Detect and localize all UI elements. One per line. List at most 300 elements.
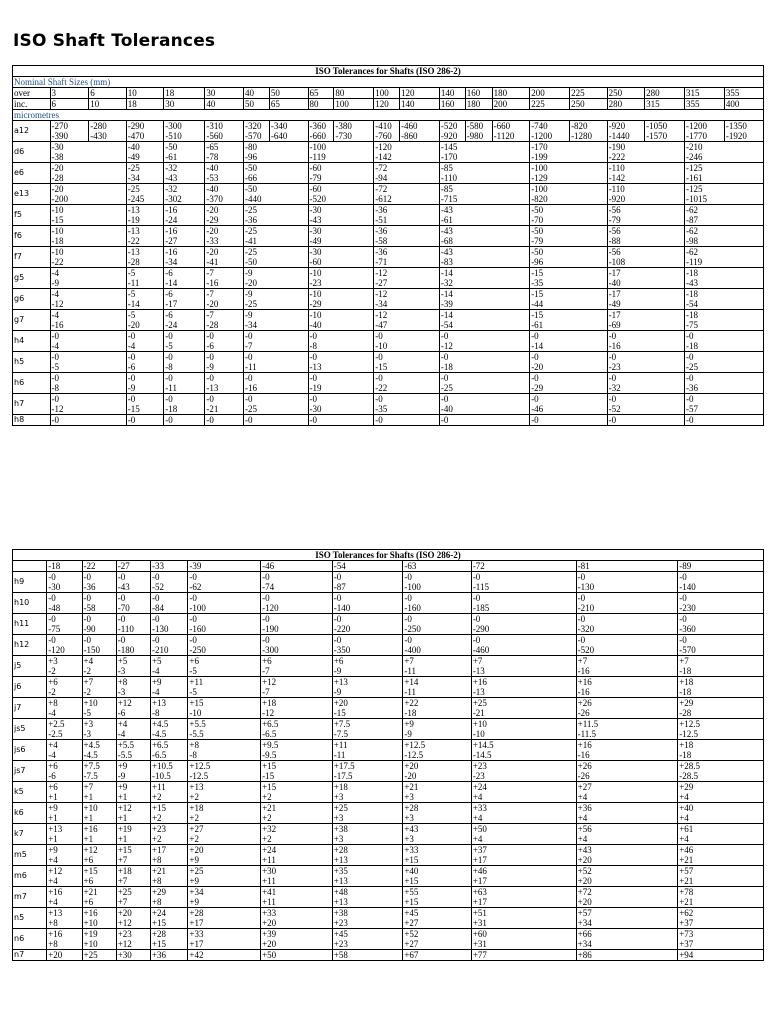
upper-deviation: -0 bbox=[531, 394, 539, 404]
upper-deviation: +3 bbox=[48, 656, 58, 666]
upper-deviation: +16 bbox=[48, 929, 63, 939]
lower-deviation: -4 bbox=[127, 341, 136, 351]
tolerance-cell bbox=[685, 142, 764, 163]
upper-deviation: +52 bbox=[577, 866, 592, 876]
tolerance-cell bbox=[261, 845, 333, 866]
lower-deviation: -54 bbox=[686, 299, 698, 309]
upper-deviation: +16 bbox=[83, 824, 98, 834]
upper-deviation: -0 bbox=[262, 635, 270, 645]
tolerance-cell bbox=[439, 226, 529, 247]
upper-deviation: -10 bbox=[309, 268, 322, 278]
upper-deviation: -14 bbox=[440, 289, 453, 299]
upper-deviation: +6.5 bbox=[262, 719, 279, 729]
tolerance-cell bbox=[471, 866, 576, 887]
tolerance-cell bbox=[607, 415, 684, 426]
tolerance-cell bbox=[530, 331, 607, 352]
tolerance-cell bbox=[82, 677, 116, 698]
upper-deviation: +42 bbox=[189, 950, 204, 960]
tolerance-cell bbox=[50, 373, 126, 394]
tolerance-cell bbox=[47, 950, 82, 961]
lower-deviation: -510 bbox=[165, 131, 182, 141]
upper-deviation: +62 bbox=[679, 908, 694, 918]
upper-deviation: -0 bbox=[679, 572, 687, 582]
upper-deviation: -0 bbox=[151, 614, 160, 624]
tolerance-cell bbox=[244, 310, 309, 331]
upper-deviation: -5 bbox=[127, 310, 136, 320]
lower-deviation: -5.5 bbox=[117, 750, 132, 760]
tolerance-cell bbox=[47, 866, 82, 887]
upper-deviation: +29 bbox=[151, 887, 167, 897]
inc-size-cell: 400 bbox=[724, 99, 763, 110]
grade-cell: a12 bbox=[13, 121, 51, 142]
upper-deviation: -0 bbox=[686, 415, 694, 425]
lower-deviation: -10.5 bbox=[151, 771, 171, 781]
lower-deviation: -66 bbox=[245, 173, 258, 183]
upper-deviation: +15 bbox=[262, 761, 277, 771]
upper-deviation: +63 bbox=[472, 887, 487, 897]
table-row bbox=[13, 289, 764, 310]
lower-deviation: -7 bbox=[262, 687, 270, 697]
lower-deviation: -52 bbox=[608, 404, 621, 414]
over-size-cell: 65 bbox=[308, 88, 334, 99]
tolerance-cell bbox=[607, 163, 684, 184]
tolerance-cell bbox=[150, 929, 187, 950]
table-row bbox=[13, 908, 764, 929]
tolerance-cell: -18 bbox=[47, 561, 82, 572]
tolerance-cell bbox=[607, 289, 684, 310]
upper-deviation: +11.5 bbox=[577, 719, 599, 729]
tolerance-cell bbox=[374, 415, 440, 426]
lower-deviation: +31 bbox=[472, 918, 487, 928]
tolerance-cell bbox=[47, 593, 82, 614]
lower-deviation: -7.5 bbox=[333, 729, 349, 739]
upper-deviation: -60 bbox=[309, 184, 322, 194]
tolerance-cell bbox=[150, 782, 187, 803]
upper-deviation: +12 bbox=[117, 803, 132, 813]
lower-deviation: +20 bbox=[577, 897, 592, 907]
tolerance-cell bbox=[188, 824, 261, 845]
grade-cell: f6 bbox=[13, 226, 51, 247]
upper-deviation: -0 bbox=[165, 373, 173, 383]
tolerance-cell bbox=[261, 929, 333, 950]
upper-deviation: -5 bbox=[127, 289, 136, 299]
lower-deviation: -220 bbox=[333, 624, 351, 634]
lower-deviation: +4 bbox=[679, 813, 689, 823]
upper-deviation: +12.5 bbox=[404, 740, 426, 750]
grade-cell: h12 bbox=[13, 635, 47, 656]
table-row bbox=[13, 352, 764, 373]
tolerance-cell bbox=[332, 845, 403, 866]
upper-deviation: -0 bbox=[531, 373, 539, 383]
inc-size-cell: 18 bbox=[126, 99, 164, 110]
upper-deviation: +21 bbox=[83, 887, 98, 897]
lower-deviation: -1280 bbox=[571, 131, 593, 141]
upper-deviation: -0 bbox=[686, 352, 694, 362]
upper-deviation: -360 bbox=[309, 121, 327, 131]
tolerance-cell bbox=[685, 184, 764, 205]
upper-deviation: -1200 bbox=[686, 121, 707, 131]
lower-deviation: -19 bbox=[309, 383, 322, 393]
upper-deviation: +36 bbox=[151, 950, 167, 960]
tolerance-cell bbox=[205, 352, 244, 373]
grade-cell: f7 bbox=[13, 247, 51, 268]
lower-deviation: -30 bbox=[48, 582, 61, 592]
lower-deviation: -730 bbox=[335, 131, 352, 141]
lower-deviation: +23 bbox=[333, 918, 348, 928]
tolerance-cell bbox=[308, 184, 374, 205]
over-size-cell: 10 bbox=[126, 88, 164, 99]
tolerance-cell bbox=[403, 635, 471, 656]
upper-deviation: +5 bbox=[117, 656, 128, 666]
upper-deviation: +10 bbox=[472, 719, 487, 729]
upper-deviation: +40 bbox=[404, 866, 419, 876]
tolerance-cell bbox=[126, 268, 164, 289]
upper-deviation: +10 bbox=[83, 803, 98, 813]
lower-deviation: -50 bbox=[245, 257, 258, 267]
lower-deviation: -29 bbox=[309, 299, 322, 309]
tolerance-cell bbox=[685, 163, 764, 184]
lower-deviation: -20 bbox=[245, 278, 258, 288]
tolerance-cell bbox=[150, 614, 187, 635]
grade-cell: n5 bbox=[13, 908, 47, 929]
over-size-cell: 30 bbox=[205, 88, 244, 99]
upper-deviation: +60 bbox=[472, 929, 487, 939]
tolerance-cell bbox=[492, 121, 530, 142]
tolerance-cell bbox=[685, 205, 764, 226]
upper-deviation: -0 bbox=[48, 614, 56, 624]
lower-deviation: -52 bbox=[151, 582, 164, 592]
tolerance-cell: -22 bbox=[82, 561, 116, 572]
tolerance-cell bbox=[471, 929, 576, 950]
upper-deviation: +55 bbox=[404, 887, 419, 897]
tolerance-cell bbox=[47, 761, 82, 782]
over-size-cell: 100 bbox=[374, 88, 400, 99]
upper-deviation: +45 bbox=[404, 908, 419, 918]
table-row bbox=[13, 268, 764, 289]
over-size-cell: 3 bbox=[50, 88, 89, 99]
lower-deviation: +9 bbox=[189, 855, 199, 865]
tolerance-cell bbox=[334, 121, 374, 142]
upper-deviation: +15 bbox=[151, 803, 167, 813]
lower-deviation: -10 bbox=[375, 341, 388, 351]
lower-deviation: +6 bbox=[83, 855, 94, 865]
tolerance-cell bbox=[576, 803, 678, 824]
tolerance-cell bbox=[188, 572, 261, 593]
table-caption: ISO Tolerances for Shafts (ISO 286-2) bbox=[13, 550, 764, 561]
lower-deviation: -98 bbox=[686, 236, 698, 246]
upper-deviation: -0 bbox=[262, 572, 270, 582]
upper-deviation: -0 bbox=[440, 415, 449, 425]
tolerance-cell bbox=[308, 373, 374, 394]
grade-cell: h11 bbox=[13, 614, 47, 635]
lower-deviation: -51 bbox=[375, 215, 388, 225]
tolerance-cell bbox=[126, 205, 164, 226]
lower-deviation: -9 bbox=[404, 729, 412, 739]
tolerance-cell bbox=[576, 740, 678, 761]
upper-deviation: -0 bbox=[48, 593, 56, 603]
lower-deviation: +13 bbox=[333, 897, 348, 907]
table-row bbox=[13, 614, 764, 635]
tolerance-cell bbox=[332, 866, 403, 887]
tolerance-cell bbox=[244, 247, 309, 268]
grade-cell: f5 bbox=[13, 205, 51, 226]
lower-deviation: -920 bbox=[608, 194, 626, 204]
upper-deviation: +12 bbox=[262, 677, 277, 687]
lower-deviation: +23 bbox=[333, 939, 348, 949]
tolerance-cell bbox=[82, 908, 116, 929]
tolerance-cell bbox=[244, 331, 309, 352]
tolerance-cell bbox=[576, 572, 678, 593]
tolerance-cell bbox=[332, 719, 403, 740]
upper-deviation: -0 bbox=[51, 352, 60, 362]
upper-deviation: +24 bbox=[472, 782, 487, 792]
upper-deviation: -32 bbox=[165, 184, 178, 194]
tolerance-cell bbox=[188, 950, 261, 961]
upper-deviation: -15 bbox=[531, 289, 544, 299]
tolerance-cell bbox=[116, 593, 150, 614]
over-size-cell: 50 bbox=[269, 88, 308, 99]
lower-deviation: -43 bbox=[686, 278, 698, 288]
tolerance-cell bbox=[471, 782, 576, 803]
lower-deviation: +7 bbox=[117, 897, 128, 907]
lower-deviation: -370 bbox=[206, 194, 223, 204]
upper-deviation: -0 bbox=[206, 352, 214, 362]
upper-deviation: +15 bbox=[117, 845, 132, 855]
upper-deviation: +22 bbox=[404, 698, 419, 708]
tolerance-cell bbox=[50, 163, 126, 184]
upper-deviation: -7 bbox=[206, 289, 214, 299]
upper-deviation: +61 bbox=[679, 824, 694, 834]
lower-deviation: -35 bbox=[531, 278, 544, 288]
tolerance-cell bbox=[164, 289, 205, 310]
upper-deviation: +20 bbox=[117, 908, 132, 918]
tolerance-cell bbox=[82, 656, 116, 677]
upper-deviation: -0 bbox=[51, 331, 60, 341]
lower-deviation: -160 bbox=[189, 624, 206, 634]
lower-deviation: +12 bbox=[117, 939, 132, 949]
lower-deviation: -230 bbox=[679, 603, 696, 613]
upper-deviation: +25 bbox=[83, 950, 98, 960]
upper-deviation: -0 bbox=[127, 331, 136, 341]
upper-deviation: +50 bbox=[262, 950, 277, 960]
lower-deviation: -90 bbox=[83, 624, 96, 634]
lower-deviation: -160 bbox=[404, 603, 421, 613]
table-row bbox=[13, 635, 764, 656]
tolerance-cell bbox=[332, 803, 403, 824]
tolerance-cell bbox=[374, 268, 440, 289]
tolerance-cell bbox=[374, 121, 400, 142]
upper-deviation: +43 bbox=[577, 845, 592, 855]
table-row bbox=[13, 142, 764, 163]
lower-deviation: -570 bbox=[679, 645, 696, 655]
tolerance-cell bbox=[116, 824, 150, 845]
lower-deviation: -2 bbox=[48, 666, 56, 676]
upper-deviation: -0 bbox=[404, 593, 412, 603]
table-row bbox=[13, 782, 764, 803]
upper-deviation: -740 bbox=[531, 121, 548, 131]
upper-deviation: +25 bbox=[117, 887, 132, 897]
upper-deviation: +34 bbox=[189, 887, 204, 897]
upper-deviation: -0 bbox=[127, 373, 136, 383]
upper-deviation: +8 bbox=[48, 698, 58, 708]
upper-deviation: -0 bbox=[127, 352, 136, 362]
upper-deviation: +9 bbox=[404, 719, 414, 729]
lower-deviation: -70 bbox=[117, 603, 130, 613]
tolerance-cell bbox=[47, 887, 82, 908]
upper-deviation: +12 bbox=[83, 845, 98, 855]
tolerance-cell bbox=[607, 373, 684, 394]
lower-deviation: -30 bbox=[309, 404, 322, 414]
tolerance-cell bbox=[530, 310, 607, 331]
tolerance-cell bbox=[570, 121, 608, 142]
tolerance-cell bbox=[685, 268, 764, 289]
tolerance-cell bbox=[678, 635, 764, 656]
upper-deviation: -43 bbox=[440, 205, 453, 215]
tolerance-cell bbox=[82, 572, 116, 593]
tolerance-cell bbox=[308, 142, 374, 163]
lower-deviation: +3 bbox=[404, 834, 414, 844]
upper-deviation: -18 bbox=[686, 289, 698, 299]
lower-deviation: +4 bbox=[48, 897, 58, 907]
upper-deviation: -20 bbox=[51, 163, 64, 173]
lower-deviation: +4 bbox=[679, 792, 689, 802]
upper-deviation: -0 bbox=[127, 415, 136, 425]
lower-deviation: +21 bbox=[679, 855, 694, 865]
inc-size-cell: 10 bbox=[89, 99, 127, 110]
tolerance-cell bbox=[403, 593, 471, 614]
lower-deviation: -1570 bbox=[646, 131, 668, 141]
upper-deviation: -0 bbox=[165, 415, 173, 425]
tolerance-cell bbox=[678, 698, 764, 719]
tolerance-cell bbox=[244, 226, 309, 247]
upper-deviation: +25 bbox=[333, 803, 348, 813]
tolerance-cell bbox=[576, 845, 678, 866]
lower-deviation: +2 bbox=[262, 813, 272, 823]
upper-deviation: +6 bbox=[262, 656, 272, 666]
tolerance-cell bbox=[403, 929, 471, 950]
tolerance-cell bbox=[374, 142, 440, 163]
tolerance-cell bbox=[82, 614, 116, 635]
table-row bbox=[13, 572, 764, 593]
lower-deviation: +4 bbox=[577, 813, 588, 823]
tolerance-cell bbox=[724, 121, 763, 142]
lower-deviation: -9 bbox=[333, 666, 342, 676]
tolerance-cell bbox=[164, 394, 205, 415]
lower-deviation: -84 bbox=[151, 603, 164, 613]
upper-deviation: -56 bbox=[608, 247, 621, 257]
tolerance-cell bbox=[308, 394, 374, 415]
upper-deviation: +37 bbox=[472, 845, 487, 855]
upper-deviation: -0 bbox=[577, 614, 586, 624]
tolerance-cell bbox=[308, 289, 374, 310]
upper-deviation: +11 bbox=[333, 740, 348, 750]
upper-deviation: -0 bbox=[245, 352, 253, 362]
grade-cell: k5 bbox=[13, 782, 47, 803]
lower-deviation: -11 bbox=[127, 278, 140, 288]
lower-deviation: -8 bbox=[51, 383, 60, 393]
table-row bbox=[13, 656, 764, 677]
tolerance-cell bbox=[116, 656, 150, 677]
inc-size-cell: 100 bbox=[334, 99, 374, 110]
upper-deviation: +16 bbox=[48, 887, 63, 897]
lower-deviation: -250 bbox=[404, 624, 421, 634]
grade-cell: k7 bbox=[13, 824, 47, 845]
upper-deviation: -0 bbox=[440, 394, 449, 404]
upper-deviation: -0 bbox=[375, 415, 383, 425]
lower-deviation: -43 bbox=[165, 173, 178, 183]
tolerance-cell bbox=[403, 740, 471, 761]
upper-deviation: -0 bbox=[375, 373, 383, 383]
lower-deviation: -68 bbox=[440, 236, 453, 246]
lower-deviation: +9 bbox=[189, 876, 199, 886]
lower-deviation: +7 bbox=[117, 855, 128, 865]
lower-deviation: +2 bbox=[151, 834, 162, 844]
upper-deviation: +10 bbox=[83, 698, 98, 708]
tolerance-cell bbox=[47, 929, 82, 950]
tolerance-cell bbox=[685, 352, 764, 373]
upper-deviation: -6 bbox=[165, 310, 173, 320]
upper-deviation: +20 bbox=[333, 698, 348, 708]
tolerance-cell bbox=[332, 761, 403, 782]
lower-deviation: -22 bbox=[51, 257, 64, 267]
tolerance-cell bbox=[678, 824, 764, 845]
tolerance-cell bbox=[164, 268, 205, 289]
lower-deviation: -34 bbox=[165, 257, 178, 267]
upper-deviation: -0 bbox=[245, 394, 253, 404]
upper-deviation: -0 bbox=[206, 331, 214, 341]
lower-deviation: +17 bbox=[189, 918, 204, 928]
upper-deviation: -85 bbox=[440, 163, 453, 173]
tolerance-cell bbox=[471, 803, 576, 824]
lower-deviation: -18 bbox=[686, 341, 698, 351]
lower-deviation: +4 bbox=[577, 834, 588, 844]
upper-deviation: -10 bbox=[51, 205, 64, 215]
upper-deviation: -4 bbox=[51, 289, 60, 299]
table-row bbox=[13, 929, 764, 950]
lower-deviation: -34 bbox=[245, 320, 258, 330]
tolerance-cell bbox=[82, 824, 116, 845]
lower-deviation: +2 bbox=[189, 792, 199, 802]
table-row bbox=[13, 205, 764, 226]
tolerance-cell bbox=[471, 677, 576, 698]
tolerance-cell bbox=[261, 950, 333, 961]
upper-deviation: -15 bbox=[531, 310, 544, 320]
upper-deviation: +21 bbox=[404, 782, 419, 792]
tolerance-cell bbox=[530, 247, 607, 268]
lower-deviation: -16 bbox=[608, 341, 621, 351]
lower-deviation: -29 bbox=[531, 383, 544, 393]
lower-deviation: -62 bbox=[189, 582, 202, 592]
lower-deviation: -47 bbox=[375, 320, 388, 330]
table-caption: ISO Tolerances for Shafts (ISO 286-2) bbox=[13, 66, 764, 77]
tolerance-cell bbox=[471, 761, 576, 782]
upper-deviation: -0 bbox=[48, 572, 56, 582]
tolerance-cell bbox=[150, 635, 187, 656]
lower-deviation: -48 bbox=[48, 603, 61, 613]
tolerance-cell bbox=[47, 824, 82, 845]
tolerance-cell bbox=[607, 331, 684, 352]
tolerance-cell bbox=[244, 415, 309, 426]
units-label: micrometres bbox=[13, 110, 764, 121]
upper-deviation: +7 bbox=[83, 782, 94, 792]
tolerance-cell bbox=[576, 866, 678, 887]
tolerance-cell bbox=[607, 205, 684, 226]
lower-deviation: -120 bbox=[48, 645, 65, 655]
grade-cell: g6 bbox=[13, 289, 51, 310]
upper-deviation: -12 bbox=[375, 289, 388, 299]
tolerance-cell bbox=[116, 698, 150, 719]
lower-deviation: -25 bbox=[440, 383, 453, 393]
